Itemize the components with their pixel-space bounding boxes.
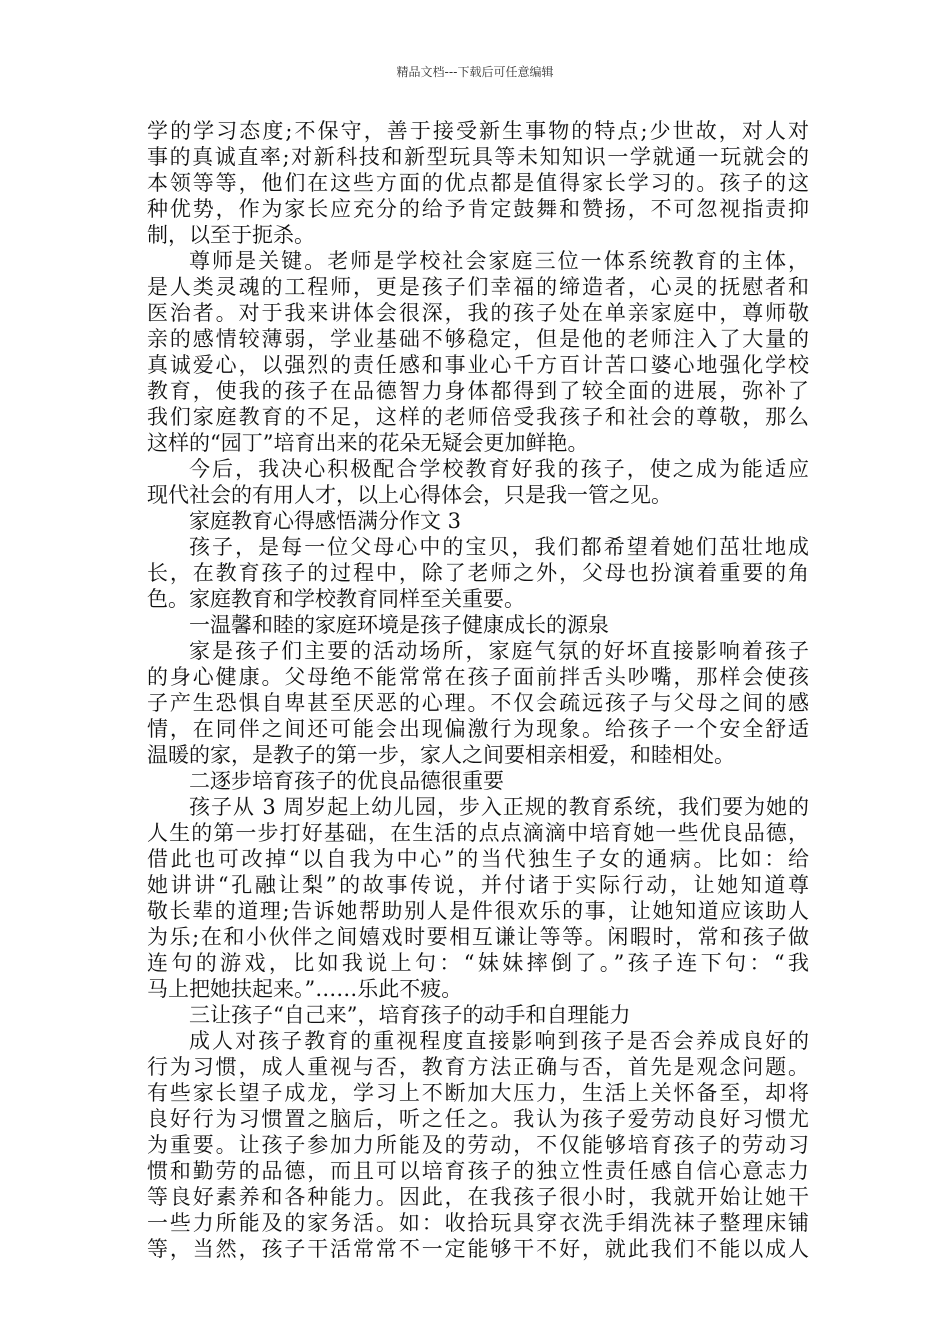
text-line: 医治者。对于我来讲体会很深，我的孩子处在单亲家庭中，尊师敬 — [147, 301, 809, 325]
text-line: 色。家庭教育和学校教育同样至关重要。 — [147, 587, 525, 611]
text-line: 一些力所能及的家务活。如：收拾玩具穿衣洗手绢洗袜子整理床铺 — [147, 1211, 809, 1235]
text-line: 等良好素养和各种能力。因此，在我孩子很小时，我就开始让她干 — [147, 1185, 809, 1209]
text-line: 行为习惯，成人重视与否，教育方法正确与否，首先是观念问题。 — [147, 1055, 809, 1079]
text-line: 种优势，作为家长应充分的给予肯定鼓舞和赞扬，不可忽视指责抑 — [147, 197, 809, 221]
text-line: 现代社会的有用人才，以上心得体会，只是我一管之见。 — [147, 483, 672, 507]
paragraph-first-line: 三让孩子“自己来”，培育孩子的动手和自理能力 — [189, 1003, 631, 1027]
paragraph-first-line: 尊师是关键。老师是学校社会家庭三位一体系统教育的主体， — [189, 249, 809, 273]
text-line: 有些家长望子成龙，学习上不断加大压力，生活上关怀备至，却将 — [147, 1081, 809, 1105]
paragraph-first-line: 家庭教育心得感悟满分作文 3 — [189, 509, 462, 533]
document-body — [147, 118, 809, 1262]
text-line: 温暖的家，是教子的第一步，家人之间要相亲相爱，和睦相处。 — [147, 743, 735, 767]
page-header-watermark: 精品文档---下载后可任意编辑 — [396, 65, 554, 79]
text-line: 马上把她扶起来。”……乐此不疲。 — [147, 977, 463, 1001]
text-line: 我们家庭教育的不足，这样的老师倍受我孩子和社会的尊敬，那么 — [147, 405, 809, 429]
text-line: 真诚爱心，以强烈的责任感和事业心千方百计苦口婆心地强化学校 — [147, 353, 809, 377]
paragraph-first-line: 二逐步培育孩子的优良品德很重要 — [189, 769, 504, 793]
text-line: 她讲讲“孔融让梨”的故事传说，并付诸于实际行动，让她知道尊 — [147, 873, 809, 897]
text-line: 教育，使我的孩子在品德智力身体都得到了较全面的进展，弥补了 — [147, 379, 809, 403]
text-line: 借此也可改掉“以自我为中心”的当代独生子女的通病。比如：给 — [147, 847, 809, 871]
paragraph-first-line: 成人对孩子教育的重视程度直接影响到孩子是否会养成良好的 — [189, 1029, 809, 1053]
paragraph-first-line: 孩子，是每一位父母心中的宝贝，我们都希望着她们茁壮地成 — [189, 535, 809, 559]
paragraph-first-line: 一温馨和睦的家庭环境是孩子健康成长的源泉 — [189, 613, 609, 637]
text-line: 学的学习态度;不保守，善于接受新生事物的特点;少世故，对人对 — [147, 119, 809, 143]
text-line: 人生的第一步打好基础，在生活的点点滴滴中培育她一些优良品德， — [147, 821, 809, 845]
text-line: 情，在同伴之间还可能会出现偏激行为现象。给孩子一个安全舒适 — [147, 717, 809, 741]
text-line: 亲的感情较薄弱，学业基础不够稳定，但是他的老师注入了大量的 — [147, 327, 809, 351]
paragraph-first-line: 孩子从 3 周岁起上幼儿园，步入正规的教育系统，我们要为她的 — [189, 795, 809, 819]
text-line: 良好行为习惯置之脑后，听之任之。我认为孩子爱劳动良好习惯尤 — [147, 1107, 809, 1131]
text-line: 为乐;在和小伙伴之间嬉戏时要相互谦让等等。闲暇时，常和孩子做 — [147, 925, 809, 949]
text-line: 惯和勤劳的品德，而且可以培育孩子的独立性责任感自信心意志力 — [147, 1159, 809, 1183]
text-line: 本领等等，他们在这些方面的优点都是值得家长学习的。孩子的这 — [147, 171, 809, 195]
text-line: 连句的游戏，比如我说上句：“妹妹摔倒了。”孩子连下句：“我 — [147, 951, 809, 975]
text-line: 的身心健康。父母绝不能常常在孩子面前拌舌头吵嘴，那样会使孩 — [147, 665, 809, 689]
text-line: 制，以至于扼杀。 — [147, 223, 315, 247]
text-line: 敬长辈的道理;告诉她帮助别人是件很欢乐的事，让她知道应该助人 — [147, 899, 809, 923]
text-line: 事的真诚直率;对新科技和新型玩具等未知知识一学就通一玩就会的 — [147, 145, 809, 169]
text-line: 长，在教育孩子的过程中，除了老师之外，父母也扮演着重要的角 — [147, 561, 809, 585]
text-line: 等，当然，孩子干活常常不一定能够干不好，就此我们不能以成人 — [147, 1237, 809, 1261]
text-line: 为重要。让孩子参加力所能及的劳动，不仅能够培育孩子的劳动习 — [147, 1133, 809, 1157]
paragraph-first-line: 今后，我决心积极配合学校教育好我的孩子，使之成为能适应 — [189, 457, 809, 481]
paragraph-first-line: 家是孩子们主要的活动场所，家庭气氛的好坏直接影响着孩子 — [189, 639, 809, 663]
text-line: 是人类灵魂的工程师，更是孩子们幸福的缔造者，心灵的抚慰者和 — [147, 275, 809, 299]
text-line: 子产生恐惧自卑甚至厌恶的心理。不仅会疏远孩子与父母之间的感 — [147, 691, 809, 715]
text-line: 这样的“园丁”培育出来的花朵无疑会更加鲜艳。 — [147, 431, 589, 455]
